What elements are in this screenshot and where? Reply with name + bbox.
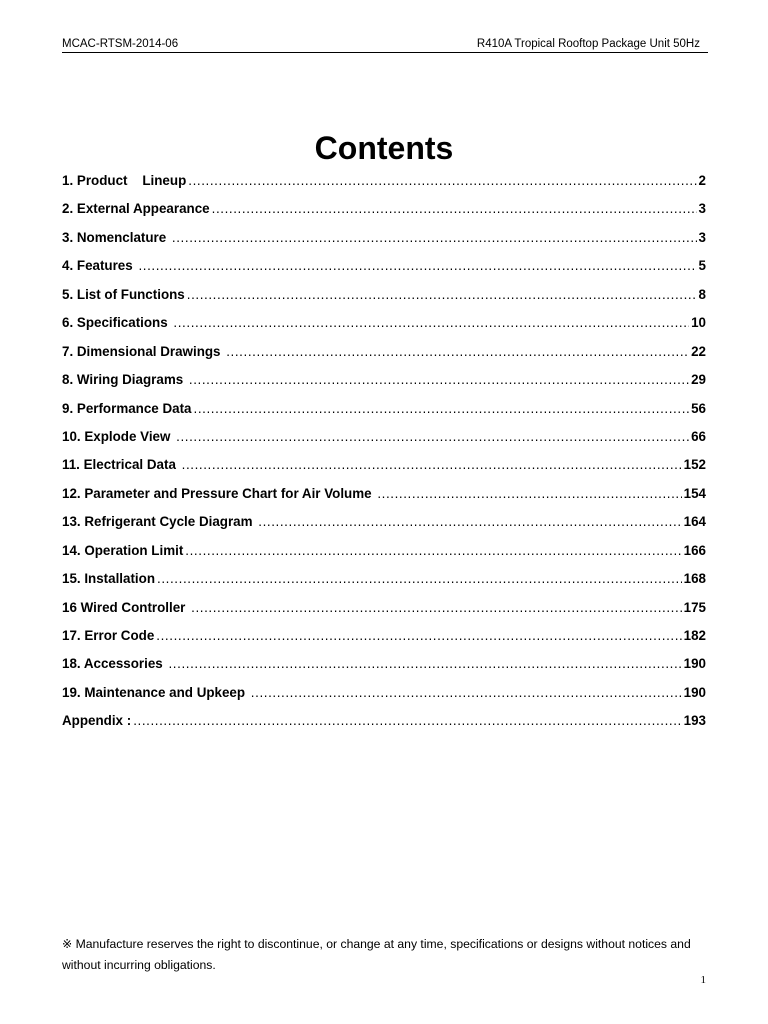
toc-entry-label: 6. Specifications [62,315,172,331]
toc-entry[interactable] [62,683,706,711]
toc-entry-label: Appendix : [62,713,132,729]
dot-leader [173,313,689,333]
dot-leader [157,569,682,589]
dot-leader [176,427,689,447]
toc-entry-page-number: 29 [691,372,706,388]
toc-entry[interactable] [62,569,706,597]
toc-entry-page-number: 154 [683,485,706,501]
dot-leader [377,484,681,504]
dot-leader [168,654,681,674]
toc-entry-label: 4. Features [62,258,137,274]
toc-entry-label: 3. Nomenclature [62,229,170,245]
toc-entry[interactable] [62,427,706,455]
toc-entry-label: 17. Error Code [62,628,155,643]
toc-entry-label: 1. Product Lineup [62,173,187,188]
toc-entry-page-number: 193 [683,713,706,729]
toc-entry[interactable] [62,228,706,256]
toc-entry-page-number: 182 [683,628,706,643]
toc-entry-label: 11. Electrical Data [62,457,180,473]
dot-leader [189,370,689,390]
toc-entry[interactable] [62,455,706,483]
toc-entry[interactable] [62,370,706,398]
toc-entry-page-number: 168 [683,571,706,587]
toc-entry-label: 16 Wired Controller [62,599,190,615]
toc-entry[interactable] [62,484,706,512]
toc-entry-label: 15. Installation [62,571,156,587]
dot-leader [185,541,681,561]
toc-entry-label: 12. Parameter and Pressure Chart for Air Volume [62,485,376,501]
toc-entry-page-number: 190 [683,684,706,700]
toc-entry-label: 5. List of Functions [62,286,185,302]
toc-entry-page-number: 2 [698,173,706,188]
toc-entry-label: 8. Wiring Diagrams [62,372,187,388]
dot-leader [188,171,696,191]
toc-entry[interactable] [62,654,706,682]
page-number: 1 [700,974,706,986]
toc-entry[interactable] [62,342,706,370]
toc-entry-page-number: 164 [683,514,706,530]
document-id: MCAC-RTSM-2014-06 [62,38,179,50]
toc-entry-label: 10. Explode View [62,428,175,444]
dot-leader [187,285,697,305]
toc-entry-label: 13. Refrigerant Cycle Diagram [62,514,257,530]
toc-entry[interactable] [62,399,706,427]
toc-entry-page-number: 56 [691,400,706,416]
dot-leader [251,683,682,703]
toc-entry-page-number: 22 [691,343,706,359]
toc-entry[interactable] [62,171,706,199]
document-title: R410A Tropical Rooftop Package Unit 50Hz [476,38,700,50]
toc-entry-page-number: 8 [698,286,706,302]
toc-entry-label: 9. Performance Data [62,400,192,416]
dot-leader [138,256,696,276]
toc-entry-label: 7. Dimensional Drawings [62,343,225,359]
dot-leader [172,228,697,248]
disclaimer-notice: ※ Manufacture reserves the right to discontinue, or change at any time, specifications or designs without notices and without incurring obligations. [62,937,691,972]
toc-entry-page-number: 190 [683,656,706,672]
dot-leader [226,342,689,362]
toc-entry-page-number: 152 [683,457,706,473]
toc-entry[interactable] [62,626,706,654]
toc-entry-page-number: 3 [698,201,706,217]
dot-leader [258,512,681,532]
toc-entry[interactable] [62,711,706,739]
page-title: Contents [314,130,454,166]
toc-entry[interactable] [62,313,706,341]
table-of-contents [62,171,706,740]
toc-entry[interactable] [62,199,706,227]
dot-leader [182,455,682,475]
toc-entry-label: 19. Maintenance and Upkeep [62,684,249,700]
toc-entry-label: 2. External Appearance [62,201,210,217]
toc-entry[interactable] [62,598,706,626]
toc-entry-page-number: 3 [698,229,706,245]
dot-leader [212,199,697,219]
toc-entry[interactable] [62,512,706,540]
toc-entry-label: 18. Accessories [62,656,167,672]
dot-leader [156,626,681,646]
dot-leader [191,598,682,618]
toc-entry[interactable] [62,256,706,284]
toc-entry-page-number: 5 [698,258,706,274]
toc-entry-page-number: 175 [683,599,706,615]
toc-entry-page-number: 66 [691,428,706,444]
page-header [62,36,708,53]
toc-entry-page-number: 10 [691,315,706,331]
toc-entry[interactable] [62,285,706,313]
dot-leader [133,711,681,731]
toc-entry[interactable] [62,541,706,569]
toc-entry-label: 14. Operation Limit [62,542,184,558]
toc-entry-page-number: 166 [683,542,706,558]
dot-leader [194,399,690,419]
